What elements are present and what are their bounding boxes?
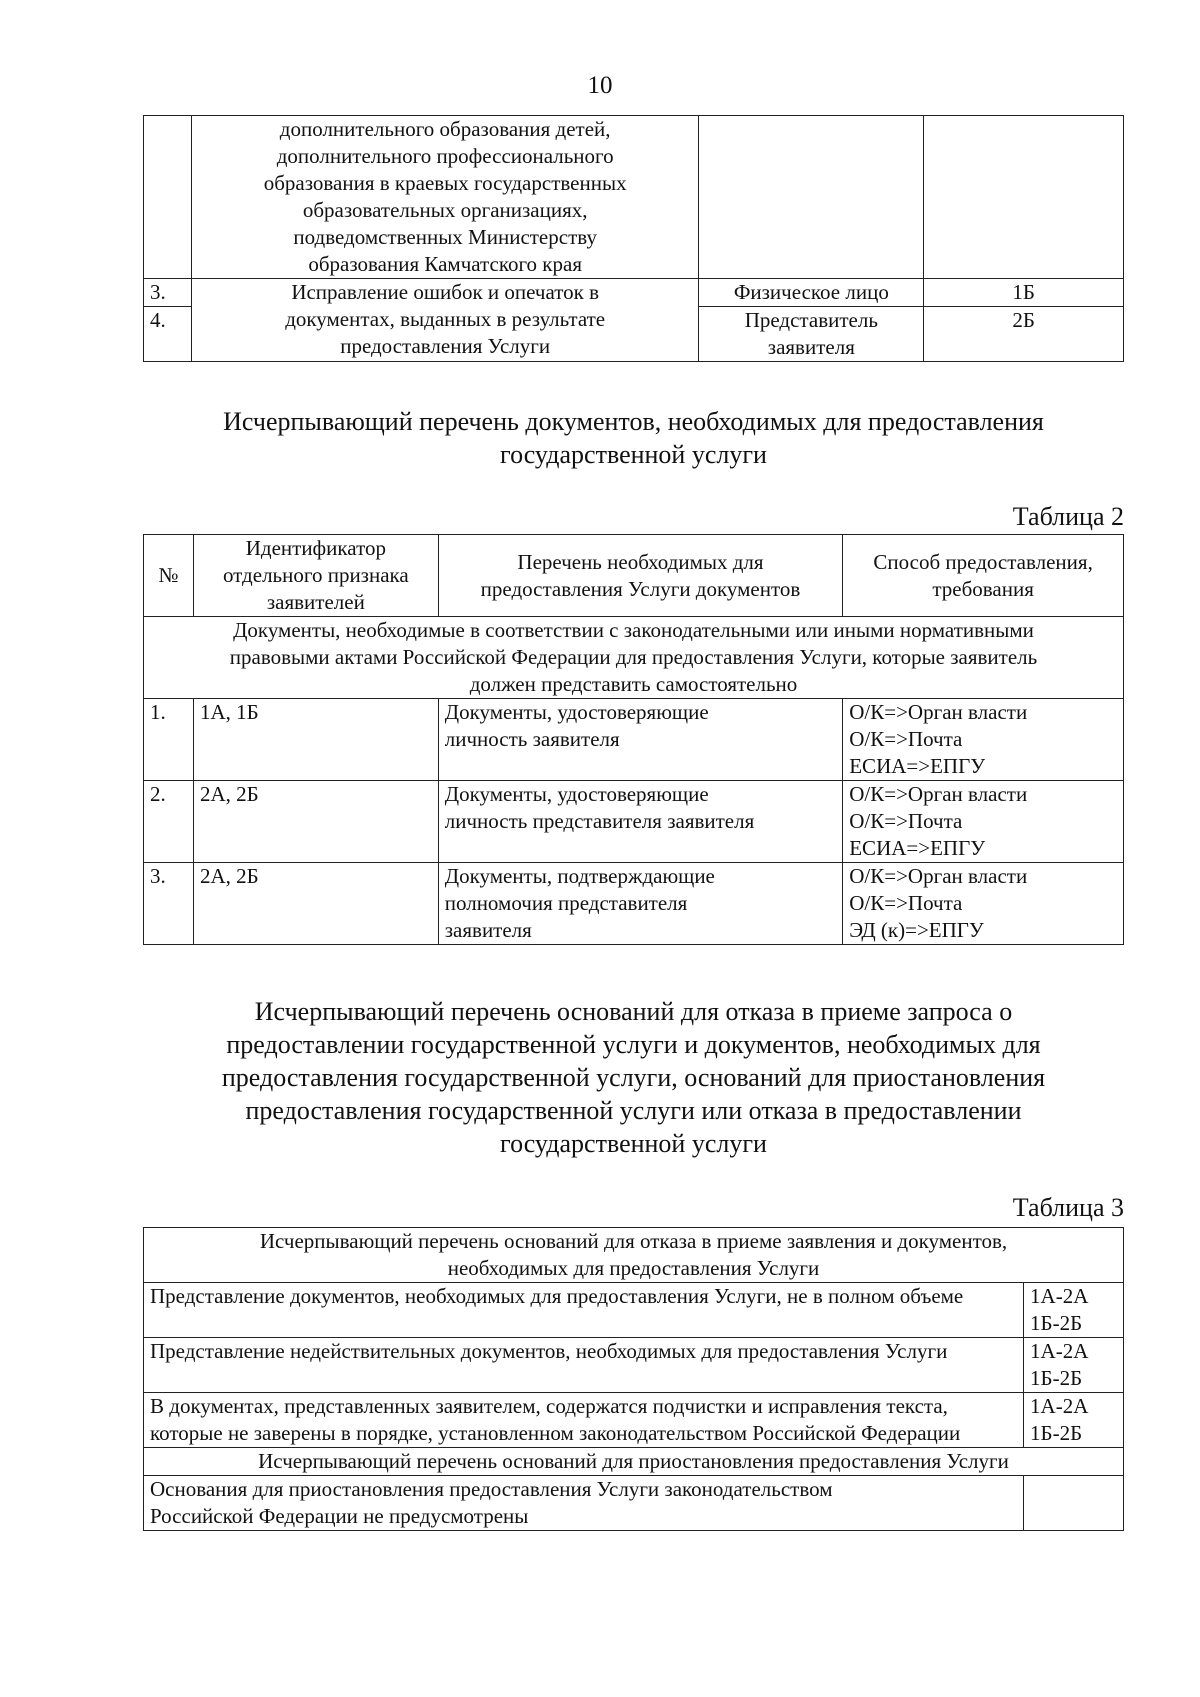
document-cell: Документы, подтверждающие полномочия представителя заявителя <box>438 863 842 945</box>
ground-codes-cell: 1А-2А 1Б-2Б <box>1024 1393 1124 1448</box>
row-number-cell: 3. <box>144 279 192 307</box>
ground-codes-cell: 1А-2А 1Б-2Б <box>1024 1283 1124 1338</box>
method-cell: О/К=>Орган власти О/К=>Почта ЕСИА=>ЕПГУ <box>843 699 1124 781</box>
table-2-documents <box>143 534 1124 945</box>
row-number-cell: 4. <box>144 307 192 362</box>
table-row <box>144 1338 1124 1393</box>
service-cell: Исправление ошибок и опечаток в документах, выданных в результате предоставления Услуги <box>191 279 698 362</box>
header-identifier: Идентификатор отдельного признака заявителей <box>193 535 438 617</box>
code-cell: 1Б <box>924 279 1124 307</box>
table-row <box>144 279 1124 307</box>
row-number-cell: 2. <box>144 781 194 863</box>
code-cell <box>924 116 1124 279</box>
row-number-cell: 3. <box>144 863 194 945</box>
table-header-row <box>144 535 1124 617</box>
table-2-caption: Таблица 2 <box>1012 502 1124 531</box>
table-section-row <box>144 617 1124 699</box>
table-row <box>144 116 1124 279</box>
ground-text-cell: Основания для приостановления предоставления Услуги законодательством Российской Федерации не предусмотрены <box>144 1476 1024 1531</box>
table-row <box>144 699 1124 781</box>
document-cell: Документы, удостоверяющие личность представителя заявителя <box>438 781 842 863</box>
header-number: № <box>144 535 194 617</box>
section-heading-documents: Исчерпывающий перечень документов, необходимых для предоставления государственной услуги <box>223 407 1044 469</box>
table-row <box>144 1393 1124 1448</box>
section-cell: Исчерпывающий перечень оснований для отказа в приеме заявления и документов, необходимых для предоставления Услуги <box>144 1228 1124 1283</box>
code-cell: 2Б <box>924 307 1124 362</box>
table-row <box>144 781 1124 863</box>
ground-codes-cell: 1А-2А 1Б-2Б <box>1024 1338 1124 1393</box>
applicant-cell: Физическое лицо <box>699 279 924 307</box>
service-cell: дополнительного образования детей, дополнительного профессионального образования в краевых государственных образовательных организациях, подведомственных Министерству образования Камчатского края <box>191 116 698 279</box>
ground-codes-cell <box>1024 1476 1124 1531</box>
method-cell: О/К=>Орган власти О/К=>Почта ЭД (к)=>ЕПГУ <box>843 863 1124 945</box>
page-number: 10 <box>587 72 613 99</box>
table-row <box>144 1283 1124 1338</box>
row-number-cell: 1. <box>144 699 194 781</box>
table-1-continuation <box>143 115 1124 362</box>
section-cell: Документы, необходимые в соответствии с законодательными или иными нормативными правовыми актами Российской Федерации для предоставления Услуги, которые заявитель должен представить самостоятельно <box>144 617 1124 699</box>
table-section-row <box>144 1228 1124 1283</box>
table-section-row <box>144 1448 1124 1476</box>
table-3-caption: Таблица 3 <box>1012 1193 1124 1222</box>
applicant-cell: Представитель заявителя <box>699 307 924 362</box>
identifier-cell: 2А, 2Б <box>193 863 438 945</box>
section-heading-refusal: Исчерпывающий перечень оснований для отказа в приеме запроса о предоставлении государственной услуги и документов, необходимых для предоставления государственной услуги, оснований для приостановления предоставления государственной услуги или отказа в предоставлении государственной услуги <box>221 997 1046 1158</box>
identifier-cell: 2А, 2Б <box>193 781 438 863</box>
header-documents: Перечень необходимых для предоставления Услуги документов <box>438 535 842 617</box>
method-cell: О/К=>Орган власти О/К=>Почта ЕСИА=>ЕПГУ <box>843 781 1124 863</box>
table-row <box>144 1476 1124 1531</box>
identifier-cell: 1А, 1Б <box>193 699 438 781</box>
ground-text-cell: Представление недействительных документов, необходимых для предоставления Услуги <box>144 1338 1024 1393</box>
header-method: Способ предоставления, требования <box>843 535 1124 617</box>
row-number-cell <box>144 116 192 279</box>
section-cell: Исчерпывающий перечень оснований для приостановления предоставления Услуги <box>144 1448 1124 1476</box>
document-cell: Документы, удостоверяющие личность заявителя <box>438 699 842 781</box>
table-3-refusal-grounds <box>143 1227 1124 1531</box>
applicant-cell <box>699 116 924 279</box>
ground-text-cell: Представление документов, необходимых для предоставления Услуги, не в полном объеме <box>144 1283 1024 1338</box>
table-row <box>144 863 1124 945</box>
ground-text-cell: В документах, представленных заявителем, содержатся подчистки и исправления текста, которые не заверены в порядке, установленном законодательством Российской Федерации <box>144 1393 1024 1448</box>
